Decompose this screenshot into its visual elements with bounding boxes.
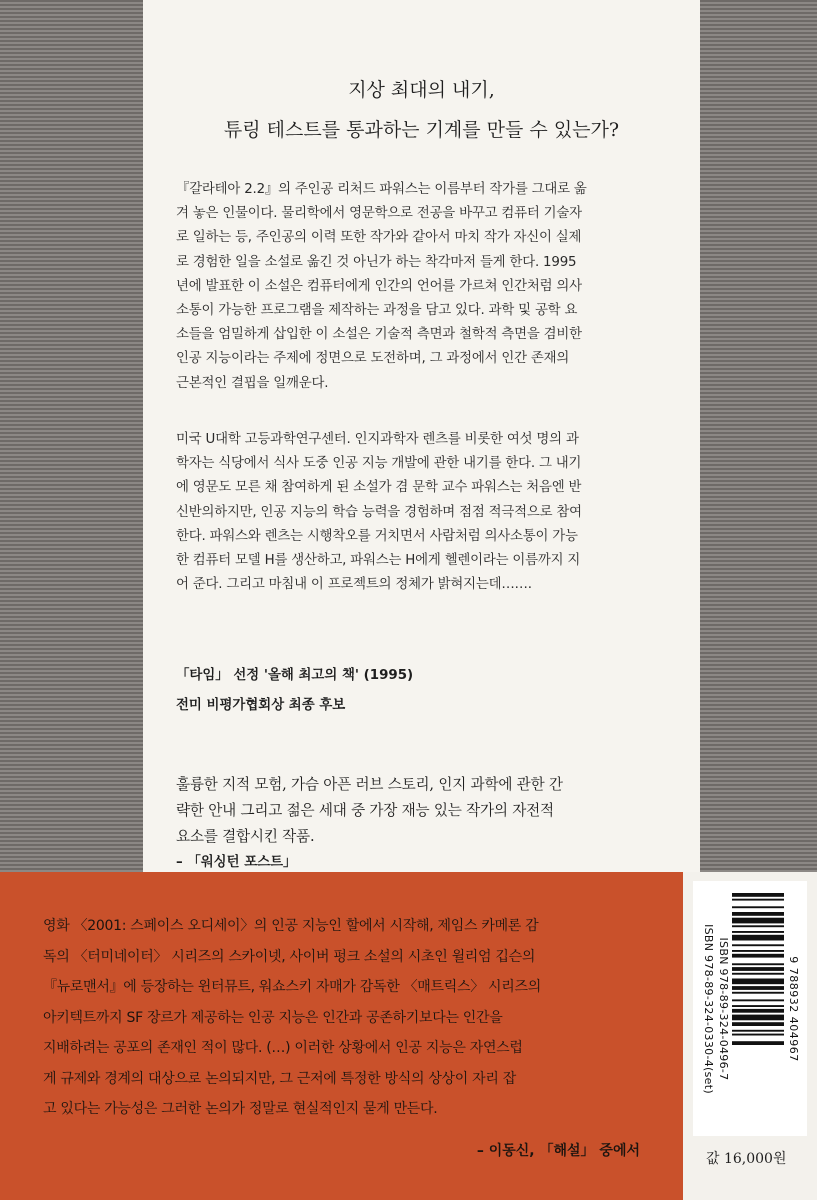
barcode-bar [732,944,784,946]
barcode-bar [732,1041,784,1045]
barcode-bar [732,967,784,971]
barcode-bar [732,1022,784,1026]
award-time: 「타임」 선정 '올해 최고의 책' (1995) [176,668,414,683]
isbn-book: ISBN 978-89-324-0496-7 [717,937,730,1081]
text-line: 영화 〈2001: 스페이스 오디세이〉의 인공 지능인 할에서 시작해, 제임스 카메론 감 [43,918,539,934]
barcode-bar [732,918,784,924]
barcode-bar [732,954,784,958]
text-line: 『갈라테아 2.2』의 주인공 리처드 파워스는 이름부터 작가를 그대로 옮 [176,182,587,197]
headline-line-2: 튜링 테스트를 통과하는 기계를 만들 수 있는가? [223,119,620,141]
barcode-rotated-group [700,889,800,1129]
text-line: 미국 U대학 고등과학연구센터. 인지과학자 렌츠를 비롯한 여섯 명의 과 [176,432,579,447]
barcode-bar [732,925,784,927]
barcode-label [693,881,807,1136]
right-stripe-border [700,0,817,872]
barcode-bar [732,906,784,908]
headline-line-1: 지상 최대의 내기, [348,79,495,101]
barcode-bar [732,912,784,916]
text-line: 소들을 엄밀하게 삽입한 이 소설은 기술적 측면과 철학적 측면을 겸비한 [176,327,582,343]
barcode-bar [732,979,784,985]
barcode-bar [732,950,784,952]
text-line: 겨 놓은 인물이다. 물리학에서 영문학으로 전공을 바꾸고 컴퓨터 기술자 [176,206,582,222]
barcode-bar [732,1015,784,1021]
barcode-bar [732,999,784,1001]
commentary-source: – 이동신, 「해설」 중에서 [476,1143,640,1159]
barcode-bar [732,1030,784,1032]
summary-panel [143,0,700,872]
text-line: 아키텍트까지 SF 장르가 제공하는 인공 지능은 인간과 공존하기보다는 인간을 [43,1009,503,1026]
headline [143,70,700,150]
review-source: – 「워싱턴 포스트」 [176,855,297,870]
review-quote [176,772,686,850]
text-line: 략한 안내 그리고 젊은 세대 중 가장 재능 있는 작가의 자전적 [176,802,554,819]
text-line: 신반의하지만, 인공 지능의 학습 능력을 경험하며 점점 적극적으로 참여 [176,504,582,520]
text-line: 로 일하는 등, 주인공의 이력 또한 작가와 같아서 마치 작가 자신이 실제 [176,230,582,246]
barcode-bar [732,931,784,933]
commentary-block [0,872,683,1200]
barcode-bar [732,963,784,965]
barcode-number: 9 788932 404967 [787,956,800,1062]
text-line: 로 경험한 일을 소설로 옮긴 것 아닌가 하는 착각마저 들게 한다. 1995 [176,254,577,270]
barcode-bar [732,1034,784,1036]
barcode-bar [732,1005,784,1007]
text-line: 년에 발표한 이 소설은 컴퓨터에게 인간의 언어를 가르쳐 인간처럼 의사 [176,278,582,294]
barcode-bar [732,986,784,990]
text-line: 독의 〈터미네이터〉 시리즈의 스카이넷, 사이버 펑크 소설의 시초인 윌리엄 깁슨의 [43,948,536,965]
price: 값 16,000원 [706,1151,787,1167]
barcode-bar [732,992,784,994]
isbn-set: ISBN 978-89-324-0330-4(set) [702,924,715,1094]
award-nbcc: 전미 비평가협회상 최종 후보 [176,698,346,713]
left-stripe-border [0,0,143,872]
barcode-bar [732,935,784,941]
text-line: 에 영문도 모른 채 참여하게 된 소설가 겸 문학 교수 파워스는 처음엔 반 [176,480,582,496]
barcode-bar [732,1009,784,1013]
barcode-bar [732,899,784,901]
barcode-bar [732,893,784,897]
commentary-text [43,911,653,1125]
text-line: 훌륭한 지적 모험, 가슴 아픈 러브 스토리, 인지 과학에 관한 간 [176,776,563,793]
text-line: 지배하려는 공포의 존재인 적이 많다. (…) 이러한 상황에서 인공 지능은 자연스럽 [43,1040,523,1056]
text-line: 고 있다는 가능성은 그러한 논의가 정말로 현실적인지 묻게 만든다. [43,1101,438,1117]
barcode-bars-icon [732,889,784,1129]
barcode-bar [732,973,784,975]
text-line: 어 준다. 그리고 마침내 이 프로젝트의 정체가 밝혀지는데……. [176,577,532,593]
text-line: 학자는 식당에서 식사 도중 인공 지능 개발에 관한 내기를 한다. 그 내기 [176,456,582,472]
text-line: 요소를 결합시킨 작품. [176,828,315,845]
summary-paragraph-1 [176,178,686,396]
text-line: 소통이 가능한 프로그램을 제작하는 과정을 담고 있다. 과학 및 공학 요 [176,303,578,319]
summary-paragraph-2 [176,428,686,597]
barcode-area [683,872,817,1200]
text-line: 한 컴퓨터 모델 H를 생산하고, 파워스는 H에게 헬렌이라는 이름까지 지 [176,553,581,569]
text-line: 게 규제와 경계의 대상으로 논의되지만, 그 근저에 특정한 방식의 상상이 자리 잡 [43,1070,516,1087]
text-line: 근본적인 결핍을 일깨운다. [176,375,329,391]
text-line: 한다. 파워스와 렌츠는 시행착오를 거치면서 사람처럼 의사소통이 가능 [176,528,578,544]
text-line: 인공 지능이라는 주제에 정면으로 도전하며, 그 과정에서 인간 존재의 [176,351,570,367]
text-line: 『뉴로맨서』에 등장하는 윈터뮤트, 워쇼스키 자매가 감독한 〈매트릭스〉 시리즈의 [43,979,541,995]
